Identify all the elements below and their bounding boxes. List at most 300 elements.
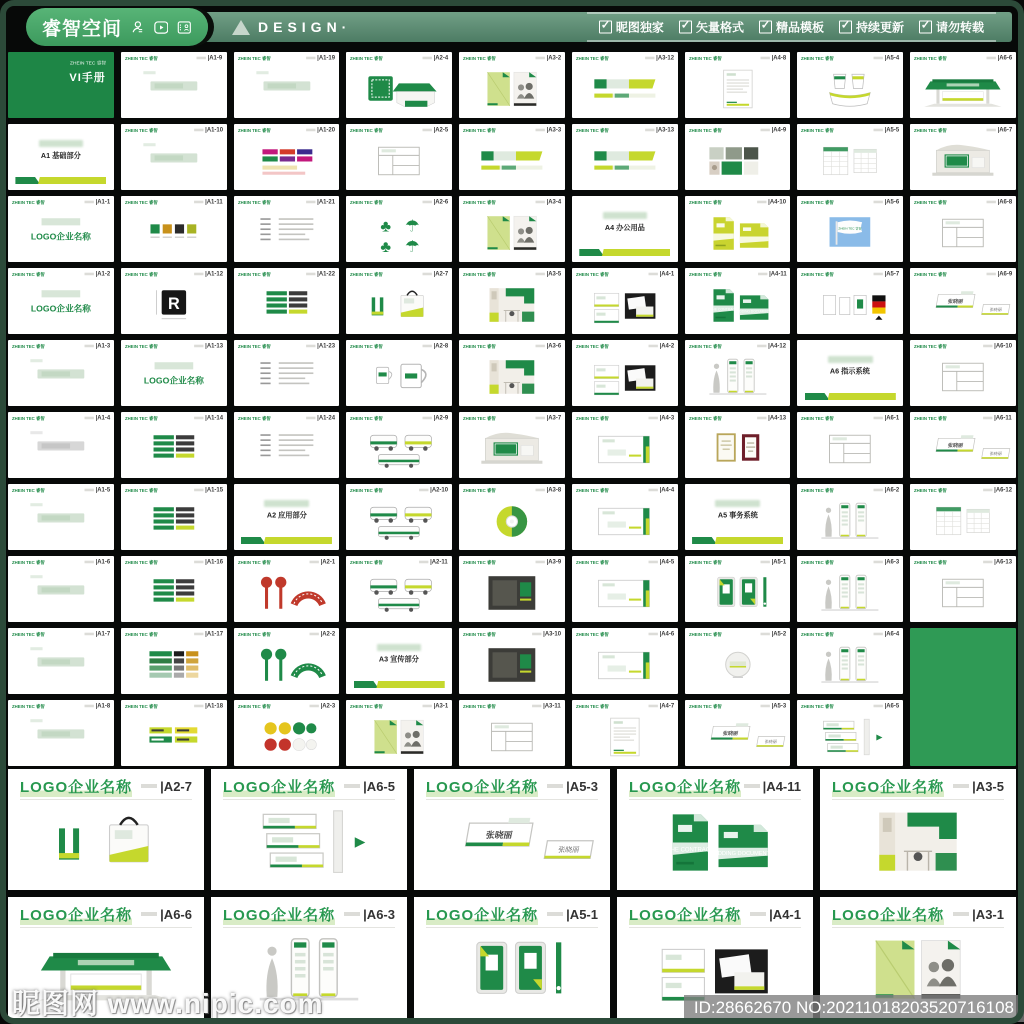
page-card-A3-5 (459, 268, 565, 334)
motif-foldersG (627, 801, 803, 884)
motif-plates (799, 711, 901, 764)
brand-logo-text: ZHEIN TEC 睿智 (688, 57, 722, 62)
card-label: |A6-12 (983, 487, 1012, 493)
chevron-bar (579, 249, 670, 256)
brand-logo-text: ZHEIN TEC 睿智 (463, 561, 496, 566)
brand-logo-text: ZHEIN TEC 睿智 (237, 345, 271, 350)
card-label: |A4-13 (758, 415, 787, 421)
brand-logo-text: ZHEIN TEC 睿智 (575, 705, 609, 710)
badge-item (759, 19, 824, 36)
card-label: |A6-3 (344, 907, 395, 922)
motif-photodark (461, 639, 563, 692)
brand-logo-text: ZHEIN TEC 睿智 (463, 417, 496, 422)
brand-logo-text: ZHEIN TEC 睿智 (801, 561, 835, 566)
page-card-A1-12 (121, 268, 227, 334)
svg-text:张晓丽: 张晓丽 (763, 739, 777, 745)
motif-interior (461, 351, 563, 404)
card-header (426, 901, 598, 928)
motif-greenrows (123, 495, 225, 548)
divider-content (572, 212, 678, 233)
preview-card-A4-11 (617, 769, 813, 890)
motif-cards (574, 279, 676, 332)
motif-box (348, 63, 450, 116)
brand-logo-text: ZHEIN TEC 睿智 (350, 489, 383, 494)
brand-logo-text: ZHEIN TEC 睿智 (801, 129, 835, 134)
page-card-A2-5 (346, 124, 452, 190)
card-label: |A4-11 (758, 271, 787, 277)
badge-list (587, 13, 996, 42)
card-label: |A2-9 (422, 415, 448, 421)
page-card-A3-6 (459, 340, 565, 406)
card-label: |A3-10 (532, 631, 561, 637)
card-label: |A1-11 (194, 199, 223, 205)
brand-logo-text: ZHEIN TEC 睿智 (12, 489, 45, 494)
motif-tinylines (236, 351, 338, 404)
brand-logo-text: ZHEIN TEC 睿智 (575, 417, 609, 422)
brand-logo-text: ZHEIN TEC 睿智 (688, 345, 722, 350)
motif-certs (687, 423, 789, 476)
page-card-A6-10 (910, 340, 1016, 406)
page-card-A4-3 (572, 412, 678, 478)
motif-totems (799, 567, 901, 620)
motif-blur (10, 351, 112, 404)
design-brand (232, 19, 351, 35)
page-card-A1-21 (234, 196, 340, 262)
motif-blur (236, 63, 338, 116)
brand-logo-text: ZHEIN TEC 睿智 (350, 345, 383, 350)
brand-logo-text: ZHEIN TEC 睿智 (463, 345, 496, 350)
brand-logo-text: ZHEIN TEC 睿智 (350, 273, 383, 278)
motif-posters (461, 207, 563, 260)
card-label: |A2-7 (141, 779, 192, 794)
card-label: |A5-3 (547, 779, 598, 794)
motif-letterhead (574, 711, 676, 764)
section-title: A5 事务系统 (717, 511, 758, 520)
card-label: |A2-5 (422, 127, 448, 133)
brand-logo-text: ZHEIN TEC 睿智 (575, 57, 609, 62)
motif-tinylines (236, 207, 338, 260)
page-card-A1-6 (8, 556, 114, 622)
card-label: |A4-9 (761, 127, 787, 133)
card-label: |A5-2 (761, 631, 787, 637)
page-card-A4-1 (572, 268, 678, 334)
brand-logo-text: ZHEIN TEC 睿智 (914, 273, 947, 278)
page-card-A4-9 (685, 124, 791, 190)
preview-card-A2-7 (8, 769, 204, 890)
divider-content (346, 644, 452, 665)
svg-text:LOGO企业名称: LOGO企业名称 (30, 303, 91, 314)
page-card-A3-1 (346, 700, 452, 766)
brand-logo-text: ZHEIN TEC 睿智 (463, 705, 496, 710)
card-label: |A6-6 (141, 907, 192, 922)
brand-logo-text: ZHEIN TEC 睿智 (801, 633, 835, 638)
page-card-A1-1 (8, 196, 114, 262)
company-name: LOGO企业名称 (832, 776, 944, 797)
card-header (20, 901, 192, 928)
badge-item (839, 19, 904, 36)
brand-logo-text: ZHEIN TEC 睿智 (575, 633, 609, 638)
brand-logo-text: ZHEIN TEC 睿智 (575, 345, 609, 350)
motif-greenrows (123, 567, 225, 620)
preview-card-A5-1 (414, 897, 610, 1018)
brand-logo-text: ZHEIN TEC 睿智 (350, 705, 383, 710)
brand-logo-text: ZHEIN TEC 睿智 (575, 273, 609, 278)
page-card-A6-5 (797, 700, 903, 766)
brand-logo-text: ZHEIN TEC 睿智 (237, 201, 271, 206)
card-label: |A2-2 (310, 631, 336, 637)
card-label: |A1-20 (306, 127, 335, 133)
page-card-A1-2 (8, 268, 114, 334)
card-label: |A3-2 (535, 55, 561, 61)
card-label: |A6-2 (874, 487, 900, 493)
card-label: |A1-19 (306, 55, 335, 61)
cover-text (61, 59, 106, 85)
card-label: |A1-23 (306, 343, 335, 349)
brand-logo-text: ZHEIN TEC 睿智 (12, 633, 45, 638)
brand-logo-text: ZHEIN TEC 睿智 (124, 57, 158, 62)
svg-text:张晓丽: 张晓丽 (947, 442, 964, 449)
brand-logo-text: ZHEIN TEC 睿智 (914, 201, 947, 206)
brand-logo-text: ZHEIN TEC 睿智 (237, 633, 271, 638)
brand-logo-text: ZHEIN TEC 睿智 (688, 705, 722, 710)
motif-envelope (574, 639, 676, 692)
card-label: |A2-8 (422, 343, 448, 349)
page-card-A1-10 (121, 124, 227, 190)
blurred-company-name (828, 356, 872, 363)
svg-text:张晓丽: 张晓丽 (485, 830, 514, 841)
card-label: |A5-1 (547, 907, 598, 922)
page-card-A3-9 (459, 556, 565, 622)
section-divider-card (797, 340, 903, 406)
page-card-A6-3 (797, 556, 903, 622)
motif-nameplates (912, 423, 1014, 476)
play-icon (154, 20, 169, 35)
logo-pill (26, 8, 208, 46)
page-card-A5-4 (797, 52, 903, 118)
id-card-icon (177, 20, 192, 35)
page-card-A6-13 (910, 556, 1016, 622)
motif-structure (912, 567, 1014, 620)
svg-text:张晓丽: 张晓丽 (947, 298, 964, 305)
checkbox-icon: ✓ (920, 19, 931, 32)
card-label: |A2-11 (420, 559, 449, 565)
page-card-A3-12 (572, 52, 678, 118)
brand-logo-text: ZHEIN TEC 睿智 (801, 489, 835, 494)
preview-card-A6-5 (211, 769, 407, 890)
brand-logo-text: ZHEIN TEC 睿智 (914, 417, 947, 422)
page-card-A5-5 (797, 124, 903, 190)
card-label: |A6-8 (986, 199, 1012, 205)
card-label: |A6-10 (983, 343, 1012, 349)
card-label: |A3-13 (645, 127, 674, 133)
badge-label: 精品模板 (775, 20, 824, 35)
cover-card (8, 52, 114, 118)
page-card-A1-24 (234, 412, 340, 478)
card-label: |A6-5 (874, 703, 900, 709)
page-card-A3-4 (459, 196, 565, 262)
page-card-A1-19 (234, 52, 340, 118)
svg-text:R: R (167, 295, 180, 314)
card-label: |A3-1 (422, 703, 448, 709)
svg-text:BIDDING DOCUMENTS: BIDDING DOCUMENTS (712, 850, 774, 857)
card-label: |A4-5 (648, 559, 674, 565)
card-label: |A5-3 (761, 703, 787, 709)
motif-cups (799, 63, 901, 116)
brand-logo-text: ZHEIN TEC 睿智 (688, 417, 722, 422)
brand-logo-text: ZHEIN TEC 睿智 (463, 489, 496, 494)
brand-logo-text: ZHEIN TEC 睿智 (237, 129, 271, 134)
card-label: |A3-5 (535, 271, 561, 277)
motif-foldersG (687, 279, 789, 332)
card-label: |A1-9 (197, 55, 223, 61)
blurred-company-name (39, 140, 83, 147)
badge-label: 请勿转载 (935, 20, 984, 35)
motif-structure (912, 351, 1014, 404)
card-label: |A1-7 (84, 631, 110, 637)
section-title: A4 办公用品 (604, 223, 645, 232)
card-label: |A6-1 (874, 415, 900, 421)
svg-text:张晓丽: 张晓丽 (989, 307, 1003, 313)
page-card-A1-4 (8, 412, 114, 478)
brand-logo-text: ZHEIN TEC 睿智 (237, 57, 271, 62)
page-card-A5-7 (797, 268, 903, 334)
company-name: LOGO企业名称 (832, 904, 944, 925)
brand-logo-text: ZHEIN TEC 睿智 (124, 633, 158, 638)
page-card-A6-6 (910, 52, 1016, 118)
svg-text:♣: ♣ (380, 217, 392, 236)
brand-logo-text: ZHEIN TEC 睿智 (350, 561, 383, 566)
card-label: |A4-6 (648, 631, 674, 637)
motif-discbutton (687, 639, 789, 692)
card-label: |A4-11 (744, 779, 801, 794)
motif-vans (348, 423, 450, 476)
motif-plates (221, 801, 397, 884)
top-bar (10, 8, 1014, 46)
page-card-A2-6 (346, 196, 452, 262)
section-title: A1 基础部分 (40, 151, 81, 160)
card-label: |A1-16 (194, 559, 223, 565)
motif-envelope (574, 423, 676, 476)
motif-posters (461, 63, 563, 116)
motif-nameplates (912, 279, 1014, 332)
motif-foldersY (687, 207, 789, 260)
motif-nameplates (687, 711, 789, 764)
section-divider-card (346, 628, 452, 694)
page-card-A4-13 (685, 412, 791, 478)
page-card-A3-10 (459, 628, 565, 694)
motif-logoCN (123, 351, 225, 404)
svg-text:张晓丽: 张晓丽 (721, 730, 739, 737)
section-title: A2 应用部分 (266, 511, 307, 520)
brand-logo-text: ZHEIN TEC 睿智 (688, 129, 722, 134)
page-card-A1-20 (234, 124, 340, 190)
page-card-A2-9 (346, 412, 452, 478)
card-label: |A4-7 (648, 703, 674, 709)
brand-logo-text: ZHEIN TEC 睿智 (124, 417, 158, 422)
card-header (426, 773, 598, 800)
motif-flagsbags (799, 279, 901, 332)
card-label: |A1-22 (306, 271, 335, 277)
page-card-A4-5 (572, 556, 678, 622)
card-label: |A4-10 (758, 199, 787, 205)
motif-envelope (574, 495, 676, 548)
company-name: LOGO企业名称 (629, 776, 741, 797)
page-card-A6-8 (910, 196, 1016, 262)
card-label: |A1-24 (306, 415, 335, 421)
page-card-A4-11 (685, 268, 791, 334)
page-card-A4-10 (685, 196, 791, 262)
preview-row-1 (8, 769, 1016, 890)
page-card-A1-16 (121, 556, 227, 622)
page-card-A2-11 (346, 556, 452, 622)
page-card-A2-2 (234, 628, 340, 694)
divider-content (685, 500, 791, 521)
motif-blur (10, 495, 112, 548)
motif-banner (574, 63, 676, 116)
brand-logo-text: ZHEIN TEC 睿智 (12, 705, 45, 710)
motif-clover (348, 207, 450, 260)
card-label: |A5-4 (874, 55, 900, 61)
brand-logo-text: ZHEIN TEC 睿智 (801, 417, 835, 422)
brand-logo-text: ZHEIN TEC 睿智 (688, 273, 722, 278)
card-label: |A6-9 (986, 271, 1012, 277)
section-title: A3 宣传部分 (379, 655, 420, 664)
motif-banner (461, 135, 563, 188)
page-card-A3-7 (459, 412, 565, 478)
page-card-A6-11 (910, 412, 1016, 478)
cover-title: VI手册 (69, 72, 106, 84)
page-card-A1-13 (121, 340, 227, 406)
motif-flag (799, 207, 901, 260)
card-label: |A2-6 (422, 199, 448, 205)
brand-logo-text: ZHEIN TEC 睿智 (575, 489, 609, 494)
brand-logo-text: ZHEIN TEC 睿智 (801, 273, 835, 278)
badge-item (599, 19, 664, 36)
card-label: |A2-3 (310, 703, 336, 709)
card-label: |A5-5 (874, 127, 900, 133)
motif-cards (574, 351, 676, 404)
motif-banner (574, 135, 676, 188)
brand-logo-text: ZHEIN TEC 睿智 (237, 417, 271, 422)
brand-logo-text: ZHEIN TEC 睿智 (914, 489, 947, 494)
card-header (20, 773, 192, 800)
badge-label: 持续更新 (855, 20, 904, 35)
brand-logo-text: ZHEIN TEC 睿智 (575, 561, 609, 566)
brand-logo-text: ZHEIN TEC 睿智 (124, 129, 158, 134)
card-label: |A1-21 (306, 199, 335, 205)
blurred-company-name (264, 500, 308, 507)
section-divider-card (234, 484, 340, 550)
page-card-A4-2 (572, 340, 678, 406)
card-label: |A4-8 (761, 55, 787, 61)
brand-logo-text: ZHEIN TEC 睿智 (801, 57, 835, 62)
motif-blurgray (10, 423, 112, 476)
card-label: |A2-1 (310, 559, 336, 565)
card-label: |A3-5 (953, 779, 1004, 794)
motif-bags (18, 801, 194, 884)
svg-text:LOGO企业名称: LOGO企业名称 (143, 375, 204, 386)
watermark-id: ID:28662670 NO:20211018203520716108 (684, 995, 1024, 1022)
motif-nameplates (424, 801, 600, 884)
brand-logo-text: ZHEIN TEC 睿智 (914, 345, 947, 350)
page-card-A5-3 (685, 700, 791, 766)
badge-label: 昵图独家 (615, 20, 664, 35)
svg-text:张晓丽: 张晓丽 (557, 846, 580, 855)
page-card-A2-7 (346, 268, 452, 334)
preview-card-A3-5 (820, 769, 1016, 890)
page-card-A1-17 (121, 628, 227, 694)
page-card-A2-4 (346, 52, 452, 118)
motif-tinylines (236, 423, 338, 476)
card-label: |A4-2 (648, 343, 674, 349)
page-card-A6-1 (797, 412, 903, 478)
motif-logoCN (10, 207, 112, 260)
card-header (629, 773, 801, 800)
brand-logo-text: ZHEIN TEC 睿智 (12, 345, 45, 350)
page-card-A4-12 (685, 340, 791, 406)
brand-logo-text: ZHEIN TEC 睿智 (124, 201, 158, 206)
card-label: |A3-3 (535, 127, 561, 133)
card-label: |A5-1 (761, 559, 787, 565)
page-card-A5-6 (797, 196, 903, 262)
checkbox-icon: ✓ (840, 19, 851, 32)
motif-bags (348, 279, 450, 332)
motif-interior (461, 279, 563, 332)
card-label: |A2-10 (419, 487, 448, 493)
company-name: LOGO企业名称 (223, 776, 335, 797)
page-card-A4-7 (572, 700, 678, 766)
brand-logo-text: ZHEIN TEC 睿智 (914, 561, 947, 566)
page-card-A3-8 (459, 484, 565, 550)
brand-logo-text: ZHEIN TEC 睿智 (124, 345, 158, 350)
card-label: |A3-11 (532, 703, 561, 709)
company-name: LOGO企业名称 (629, 904, 741, 925)
page-card-A6-12 (910, 484, 1016, 550)
page-card-A6-2 (797, 484, 903, 550)
motif-mugs (348, 351, 450, 404)
svg-text:BIDDING DOCUMENTS: BIDDING DOCUMENTS (736, 309, 772, 314)
card-header (223, 901, 395, 928)
page-card-A1-5 (8, 484, 114, 550)
blurred-company-name (377, 644, 421, 651)
card-label: |A4-1 (648, 271, 674, 277)
section-divider-card (8, 124, 114, 190)
chevron-bar (354, 681, 445, 688)
blurred-company-name (715, 500, 759, 507)
company-name: LOGO企业名称 (20, 776, 132, 797)
svg-text:THE CONTRACT: THE CONTRACT (666, 847, 714, 854)
brand-logo-text: ZHEIN TEC 睿智 (237, 561, 271, 566)
card-label: |A3-12 (645, 55, 674, 61)
company-name: LOGO企业名称 (20, 904, 132, 925)
user-icon (131, 19, 145, 35)
card-label: |A1-3 (84, 343, 110, 349)
card-label: |A1-15 (194, 487, 223, 493)
motif-photodark (461, 567, 563, 620)
card-label: |A4-4 (648, 487, 674, 493)
brand-logo-text: ZHEIN TEC 睿智 (463, 273, 496, 278)
brand-logo-text: ZHEIN TEC 睿智 (12, 201, 45, 206)
card-header (223, 773, 395, 800)
brand-logo-text: ZHEIN TEC 睿智 (575, 129, 609, 134)
svg-text:☂: ☂ (405, 237, 420, 256)
card-label: |A6-4 (874, 631, 900, 637)
company-name: LOGO企业名称 (426, 904, 538, 925)
page-card-A3-3 (459, 124, 565, 190)
svg-text:LOGO企业名称: LOGO企业名称 (30, 231, 91, 242)
blurred-company-name (603, 212, 647, 219)
brand-logo-text: ZHEIN TEC 睿智 (463, 201, 496, 206)
